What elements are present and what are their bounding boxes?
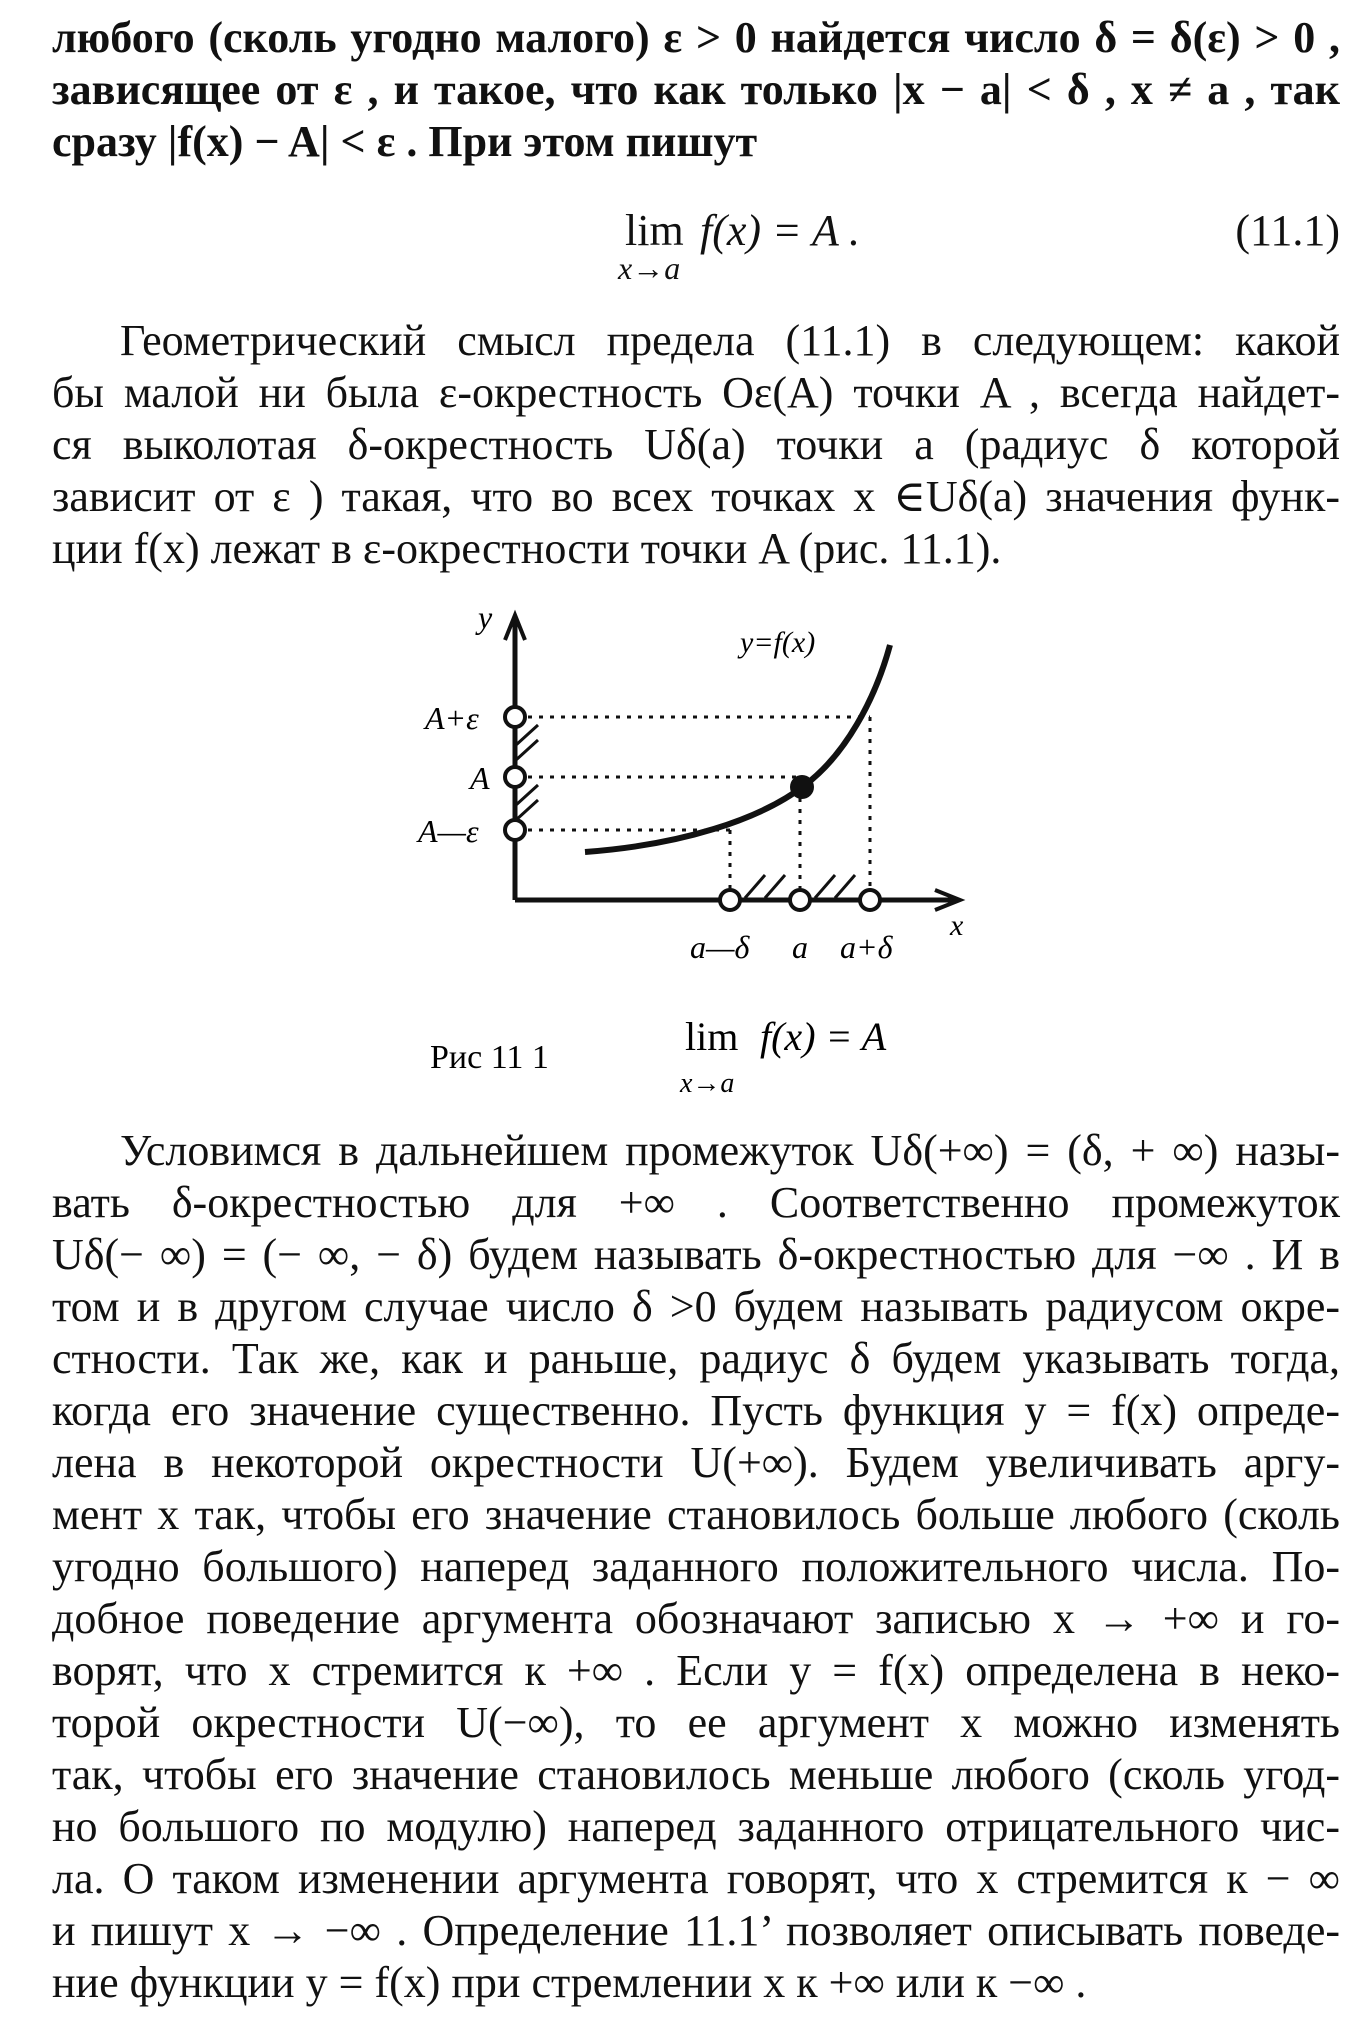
y-label-upper: A+ε [425, 700, 479, 736]
open-point [860, 890, 880, 910]
equation-subscript: x→a [618, 250, 681, 286]
text-line: лена в некоторой окрестности U(+∞). Будем увеличивать аргу- [52, 1438, 1340, 1487]
x-label-center: a [792, 929, 808, 965]
figure-limit-diagram [0, 590, 1370, 1110]
text-line: угодно большого) наперед заданного положительного числа. По- [52, 1542, 1340, 1591]
y-label-lower: A—ε [418, 813, 479, 849]
text-line: том и в другом случае число δ >0 будем называть радиусом окре- [52, 1282, 1340, 1331]
caption-expr: f(x) = A [760, 1014, 887, 1059]
equation-expr: f(x) = A . [700, 206, 861, 255]
text-line: когда его значение существенно. Пусть функция y = f(x) опреде- [52, 1386, 1340, 1435]
x-label-left: a—δ [690, 929, 750, 965]
limit-point [790, 775, 814, 799]
open-point [790, 890, 810, 910]
text-line: стности. Так же, как и раньше, радиус δ будем указывать тогда, [52, 1334, 1340, 1383]
y-label-center: A [470, 760, 490, 796]
text-line: и пишут x → −∞ . Определение 11.1’ позволяет описывать поведе- [52, 1906, 1340, 1955]
x-axis-label: x [950, 909, 964, 942]
text-line: добное поведение аргумента обозначают записью x → +∞ и го- [52, 1594, 1340, 1643]
text-line: бы малой ни была ε-окрестность Oε(A) точки A , всегда найдет- [52, 368, 1340, 417]
caption-subscript: x→a [680, 1068, 735, 1099]
text-line: зависит от ε ) такая, что во всех точках x ∈Uδ(a) значения функ- [52, 472, 1340, 521]
open-point [505, 707, 525, 727]
text-line: ции f(x) лежат в ε-окрестности точки A (рис. 11.1). [52, 524, 1002, 573]
open-point [505, 820, 525, 840]
text-line: так, чтобы его значение становилось меньше любого (сколь угод- [52, 1750, 1340, 1799]
y-axis-label: y [478, 599, 493, 635]
text-line: Uδ(− ∞) = (− ∞, − δ) будем называть δ-окрестностью для −∞ . И в [52, 1230, 1340, 1279]
text-line: вать δ-окрестностью для +∞ . Соответственно промежуток [52, 1178, 1340, 1227]
text-line: зависящее от ε , и такое, что как только |x − a| < δ , x ≠ a , так [52, 65, 1340, 114]
equation-number: (11.1) [1235, 206, 1340, 255]
text-line: любого (сколь угодно малого) ε > 0 найдется число δ = δ(ε) > 0 , [52, 13, 1340, 62]
text-line: торой окрестности U(−∞), то ее аргумент x можно изменять [52, 1698, 1340, 1747]
text-line: сразу |f(x) − A| < ε . При этом пишут [52, 117, 758, 166]
text-line: ла. О таком изменении аргумента говорят, что x стремится к − ∞ [52, 1854, 1340, 1903]
open-point [720, 890, 740, 910]
text-line: ворят, что x стремится к +∞ . Если y = f(x) определена в неко- [52, 1646, 1340, 1695]
caption-lim: lim [685, 1014, 739, 1059]
text-line: мент x так, чтобы его значение становилось больше любого (сколь [52, 1490, 1340, 1539]
curve-label: y=f(x) [740, 626, 816, 659]
text-line: Условимся в дальнейшем промежуток Uδ(+∞) = (δ, + ∞) назы- [120, 1126, 1340, 1175]
text-line: ние функции y = f(x) при стремлении x к +∞ или к −∞ . [52, 1958, 1087, 2007]
text-line: ся выколотая δ-окрестность Uδ(a) точки a (радиус δ которой [52, 420, 1340, 469]
equation-lim: lim [625, 206, 684, 255]
text-line: Геометрический смысл предела (11.1) в следующем: какой [120, 316, 1340, 365]
figure-caption: Рис 11 1 [430, 1039, 549, 1076]
text-line: но большого по модулю) наперед заданного отрицательного чис- [52, 1802, 1340, 1851]
function-curve [585, 645, 890, 852]
x-label-right: a+δ [840, 929, 893, 965]
open-point [505, 767, 525, 787]
